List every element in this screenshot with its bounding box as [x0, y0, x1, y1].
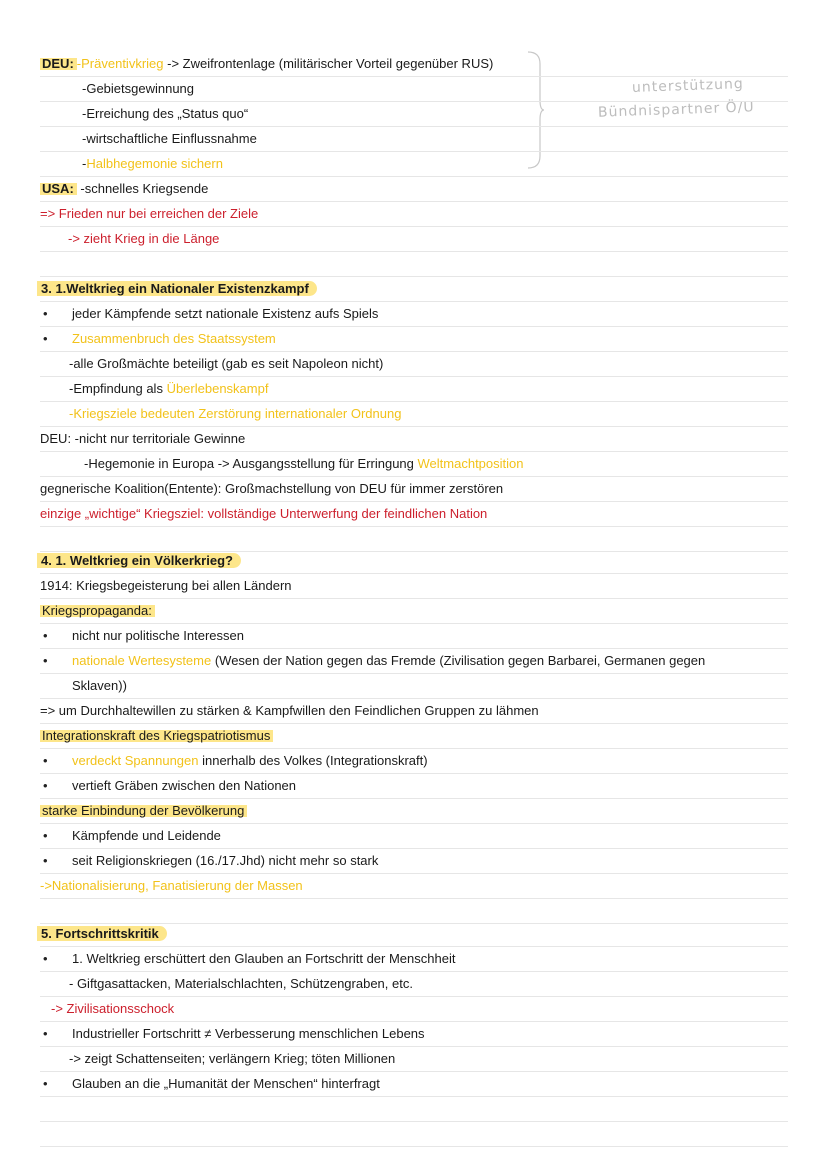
line: ->Nationalisierung, Fanatisierung der Massen	[40, 874, 788, 899]
side-note-line2: Bündnispartner Ö/U	[597, 99, 755, 121]
line: Kriegspropaganda:	[40, 599, 788, 624]
bullet: •	[43, 828, 48, 843]
line: 1914: Kriegsbegeisterung bei allen Ländern	[40, 574, 788, 599]
line: -Kriegsziele bedeuten Zerstörung internationaler Ordnung	[40, 402, 788, 427]
bullet: •	[43, 753, 48, 768]
line: -wirtschaftliche Einflussnahme	[40, 127, 788, 152]
line	[40, 277, 788, 302]
line: starke Einbindung der Bevölkerung	[40, 799, 788, 824]
bullet: •	[43, 951, 48, 966]
line: • 1. Weltkrieg erschüttert den Glauben an Fortschritt der Menschheit	[40, 947, 788, 972]
bullet: •	[43, 853, 48, 868]
line: • jeder Kämpfende setzt nationale Existenz aufs Spiels	[40, 302, 788, 327]
bullet: •	[43, 653, 48, 668]
line	[40, 1122, 788, 1147]
line	[40, 549, 788, 574]
line: -Halbhegemonie sichern	[40, 152, 788, 177]
line	[40, 252, 788, 277]
line: => Frieden nur bei erreichen der Ziele	[40, 202, 788, 227]
line: • Zusammenbruch des Staatssystem	[40, 327, 788, 352]
line: • Glauben an die „Humanität der Menschen“ hinterfragt	[40, 1072, 788, 1097]
line: => um Durchhaltewillen zu stärken & Kampfwillen den Feindlichen Gruppen zu lähmen	[40, 699, 788, 724]
line: DEU: -nicht nur territoriale Gewinne	[40, 427, 788, 452]
line: -Gebietsgewinnung	[40, 77, 788, 102]
line: USA: -schnelles Kriegsende	[40, 177, 788, 202]
line: gegnerische Koalition(Entente): Großmachstellung von DEU für immer zerstören	[40, 477, 788, 502]
line: -> Zivilisationsschock	[40, 997, 788, 1022]
section3-heading: 3. 1.Weltkrieg ein Nationaler Existenzkampf	[37, 281, 317, 296]
line: DEU: -Präventivkrieg -> Zweifrontenlage (militärischer Vorteil gegenüber RUS)	[40, 52, 788, 77]
section4-heading: 4. 1. Weltkrieg ein Völkerkrieg?	[37, 553, 241, 568]
bullet: •	[43, 306, 48, 321]
halbhegemonie: Halbhegemonie sichern	[86, 156, 223, 171]
side-note-line1: unterstützung	[631, 76, 744, 96]
line: - Giftgasattacken, Materialschlachten, Schützengraben, etc.	[40, 972, 788, 997]
line: • nicht nur politische Interessen	[40, 624, 788, 649]
line	[40, 1097, 788, 1122]
line: • nationale Wertesysteme (Wesen der Nation gegen das Fremde (Zivilisation gegen Barbarei, Germanen gegen	[40, 649, 788, 674]
line: -Empfindung als Überlebenskampf	[40, 377, 788, 402]
line: -> zeigt Schattenseiten; verlängern Krieg; töten Millionen	[40, 1047, 788, 1072]
bullet: •	[43, 331, 48, 346]
line	[40, 922, 788, 947]
line: Integrationskraft des Kriegspatriotismus	[40, 724, 788, 749]
line: -Hegemonie in Europa -> Ausgangsstellung für Erringung Weltmachtposition	[40, 452, 788, 477]
line	[40, 899, 788, 924]
line: • verdeckt Spannungen innerhalb des Volkes (Integrationskraft)	[40, 749, 788, 774]
line: einzige „wichtige“ Kriegsziel: vollständige Unterwerfung der feindlichen Nation	[40, 502, 788, 527]
line: • Industrieller Fortschritt ≠ Verbesserung menschlichen Lebens	[40, 1022, 788, 1047]
deu-label: DEU:	[40, 56, 77, 71]
bullet: •	[43, 1076, 48, 1091]
usa-label: USA:	[40, 181, 77, 196]
section5-heading: 5. Fortschrittskritik	[37, 926, 167, 941]
bullet: •	[43, 778, 48, 793]
praeventivkrieg: Präventivkrieg	[81, 56, 164, 71]
line: -alle Großmächte beteiligt (gab es seit Napoleon nicht)	[40, 352, 788, 377]
bullet: •	[43, 1026, 48, 1041]
line: • seit Religionskriegen (16./17.Jhd) nicht mehr so stark	[40, 849, 788, 874]
line: -> zieht Krieg in die Länge	[40, 227, 788, 252]
line: • Kämpfende und Leidende	[40, 824, 788, 849]
line: Sklaven))	[40, 674, 788, 699]
line: -Erreichung des „Status quo“	[40, 102, 788, 127]
bullet: •	[43, 628, 48, 643]
line: • vertieft Gräben zwischen den Nationen	[40, 774, 788, 799]
